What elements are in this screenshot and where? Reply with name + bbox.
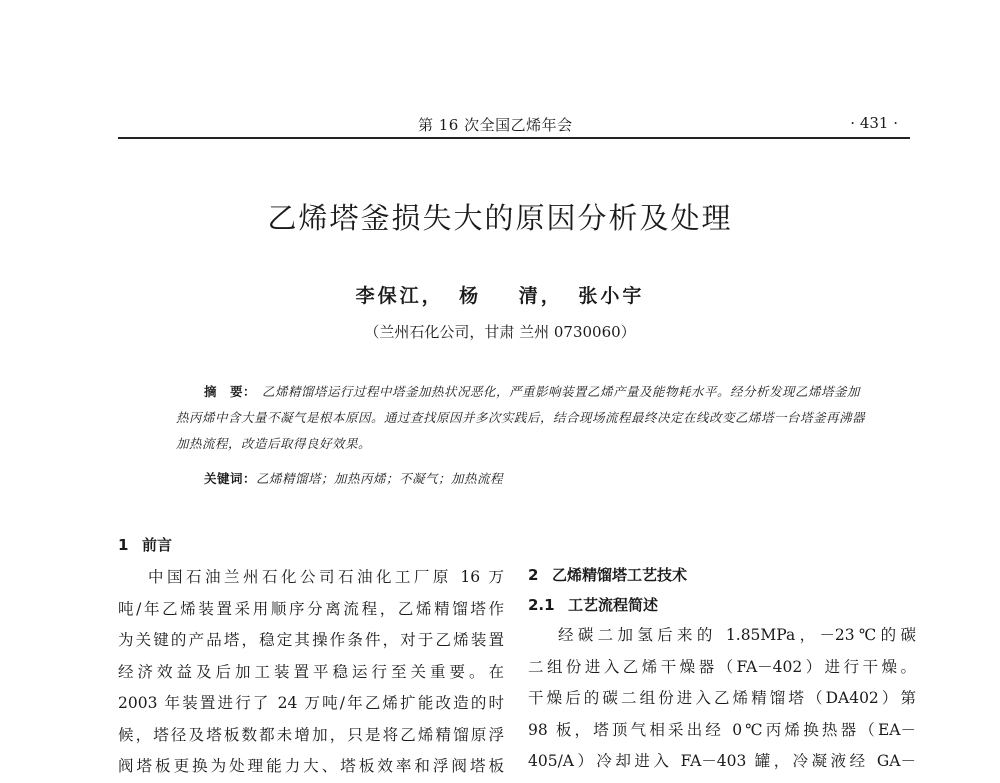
body-line: 为关键的产品塔，稳定其操作条件，对于乙烯装置 <box>118 631 504 649</box>
abstract <box>176 379 866 457</box>
section-number: 2 <box>528 566 539 584</box>
abstract-label: 摘 要： <box>204 384 257 399</box>
subsection-number: 2.1 <box>528 596 555 614</box>
header-rule <box>118 137 910 139</box>
affiliation: （兰州石化公司，甘肃 兰州 0730060） <box>364 323 636 341</box>
keywords-label: 关键词： <box>204 471 257 486</box>
page-number: · 431 · <box>850 114 898 132</box>
body-line: 经碳二加氢后来的 1.85MPa，－23℃的碳 <box>558 626 916 644</box>
body-line: 干燥后的碳二组份进入乙烯精馏塔（DA402）第 <box>528 689 916 707</box>
subsection-heading <box>528 590 916 620</box>
section-heading <box>118 530 504 560</box>
body-line: 405/A）冷却进入 FA－403 罐，冷凝液经 GA－ <box>528 752 916 770</box>
body-line: 候，塔径及塔板数都未增加，只是将乙烯精馏原浮 <box>118 725 504 744</box>
abstract-text: 乙烯精馏塔运行过程中塔釜加热状况恶化，严重影响装置乙烯产量及能物耗水平。经分析发现乙烯塔釜加热丙烯中含大量不凝气是根本原因。通过查找原因并多次实践后，结合现场流程最终决定在线改变乙烯塔一台塔釜再沸器加热流程，改造后取得良好效果。 <box>176 384 866 451</box>
section-number: 1 <box>118 536 129 554</box>
body-line: 二组份进入乙烯干燥器（FA－402）进行干燥。 <box>528 657 916 676</box>
section-heading <box>528 560 916 590</box>
authors: 李保江， 杨 清， 张小宇 <box>355 285 645 307</box>
keywords <box>204 469 864 487</box>
section-title: 乙烯精馏塔工艺技术 <box>552 566 688 584</box>
body-line: 中国石油兰州石化公司石油化工厂原 16 万 <box>148 568 504 586</box>
body-line: 经济效益及后加工装置平稳运行至关重要。在 <box>118 662 504 681</box>
header-title: 第 16 次全国乙烯年会 <box>418 116 573 134</box>
keywords-text: 乙烯精馏塔；加热丙烯；不凝气；加热流程 <box>256 471 504 486</box>
subsection-title: 工艺流程简述 <box>568 596 659 614</box>
body-line: 阀塔板更换为处理能力大、塔板效率和浮阀塔板 <box>118 757 504 775</box>
section-title: 前言 <box>142 536 173 554</box>
body-line: 98 板，塔顶气相采出经 0℃丙烯换热器（EA－ <box>528 720 916 739</box>
body-line: 吨/年乙烯装置采用顺序分离流程，乙烯精馏塔作 <box>118 599 504 618</box>
left-column <box>118 530 504 783</box>
right-column <box>528 560 916 778</box>
body-line: 2003 年装置进行了 24 万吨/年乙烯扩能改造的时 <box>118 694 504 712</box>
running-header <box>118 112 908 138</box>
paper-title: 乙烯塔釜损失大的原因分析及处理 <box>267 201 733 235</box>
